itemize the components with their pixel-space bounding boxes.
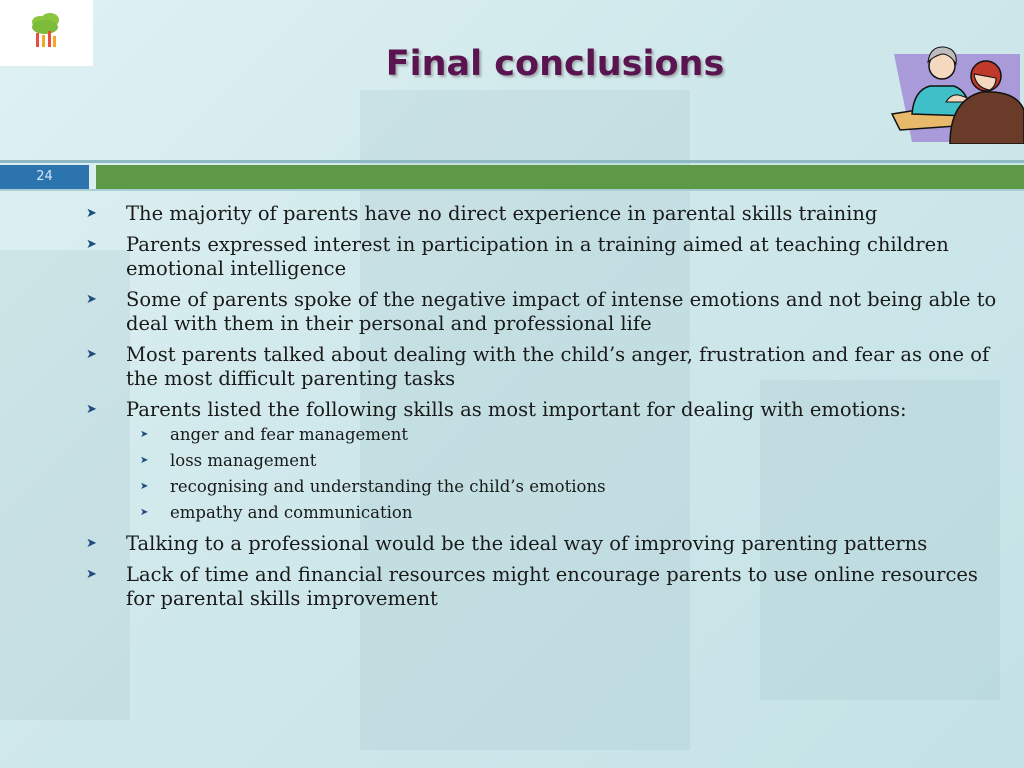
sub-bullet-item	[86, 500, 1006, 526]
chevron-right-icon: ➤	[86, 346, 97, 362]
sub-bullet-item	[86, 422, 1006, 448]
bullet-item	[86, 398, 1006, 527]
header-bar	[96, 165, 1024, 189]
sub-bullet-text: empathy and communication	[170, 503, 413, 522]
chevron-right-icon: ➤	[140, 455, 149, 466]
bullet-text: Parents expressed interest in participation in a training aimed at teaching children emotional intelligence	[126, 232, 949, 280]
sub-bullet-item	[86, 448, 1006, 474]
chevron-right-icon: ➤	[140, 481, 149, 492]
chevron-right-icon: ➤	[86, 566, 97, 582]
page-title: Final conclusions	[385, 44, 725, 84]
header-divider-bottom	[0, 189, 1024, 191]
sub-bullet-list	[86, 422, 1006, 526]
slide-content	[86, 202, 1006, 618]
bullet-text: Some of parents spoke of the negative impact of intense emotions and not being able to deal with them in their personal and professional life	[126, 287, 997, 335]
sub-bullet-item	[86, 474, 1006, 500]
bullet-text: Talking to a professional would be the ideal way of improving parenting patterns	[126, 532, 928, 555]
sub-bullet-text: loss management	[170, 451, 317, 470]
chevron-right-icon: ➤	[140, 507, 149, 518]
bullet-text: The majority of parents have no direct experience in parental skills training	[126, 202, 878, 225]
bullet-item	[86, 532, 1006, 557]
bullet-list	[86, 202, 1006, 612]
header-divider	[0, 160, 1024, 163]
chevron-right-icon: ➤	[86, 401, 97, 417]
bullet-item	[86, 343, 1006, 392]
bullet-item	[86, 563, 1006, 612]
slide-number: 24	[0, 165, 89, 189]
sub-bullet-text: recognising and understanding the child’s emotions	[170, 477, 606, 496]
clipart	[890, 32, 1024, 144]
chevron-right-icon: ➤	[86, 536, 97, 551]
chevron-right-icon: ➤	[86, 236, 97, 252]
sub-bullet-text: anger and fear management	[170, 425, 408, 444]
bullet-item	[86, 202, 1006, 227]
counselor-meeting-icon	[890, 32, 1024, 144]
bullet-item	[86, 233, 1006, 282]
bullet-text: Lack of time and financial resources might encourage parents to use online resources for parental skills improvement	[126, 562, 978, 610]
bullet-text: Most parents talked about dealing with the child’s anger, frustration and fear as one of the most difficult parenting tasks	[126, 342, 990, 390]
chevron-right-icon: ➤	[86, 291, 97, 307]
bullet-text: Parents listed the following skills as most important for dealing with emotions:	[126, 397, 907, 421]
chevron-right-icon: ➤	[140, 429, 149, 440]
chevron-right-icon: ➤	[86, 206, 97, 221]
bullet-item	[86, 288, 1006, 337]
